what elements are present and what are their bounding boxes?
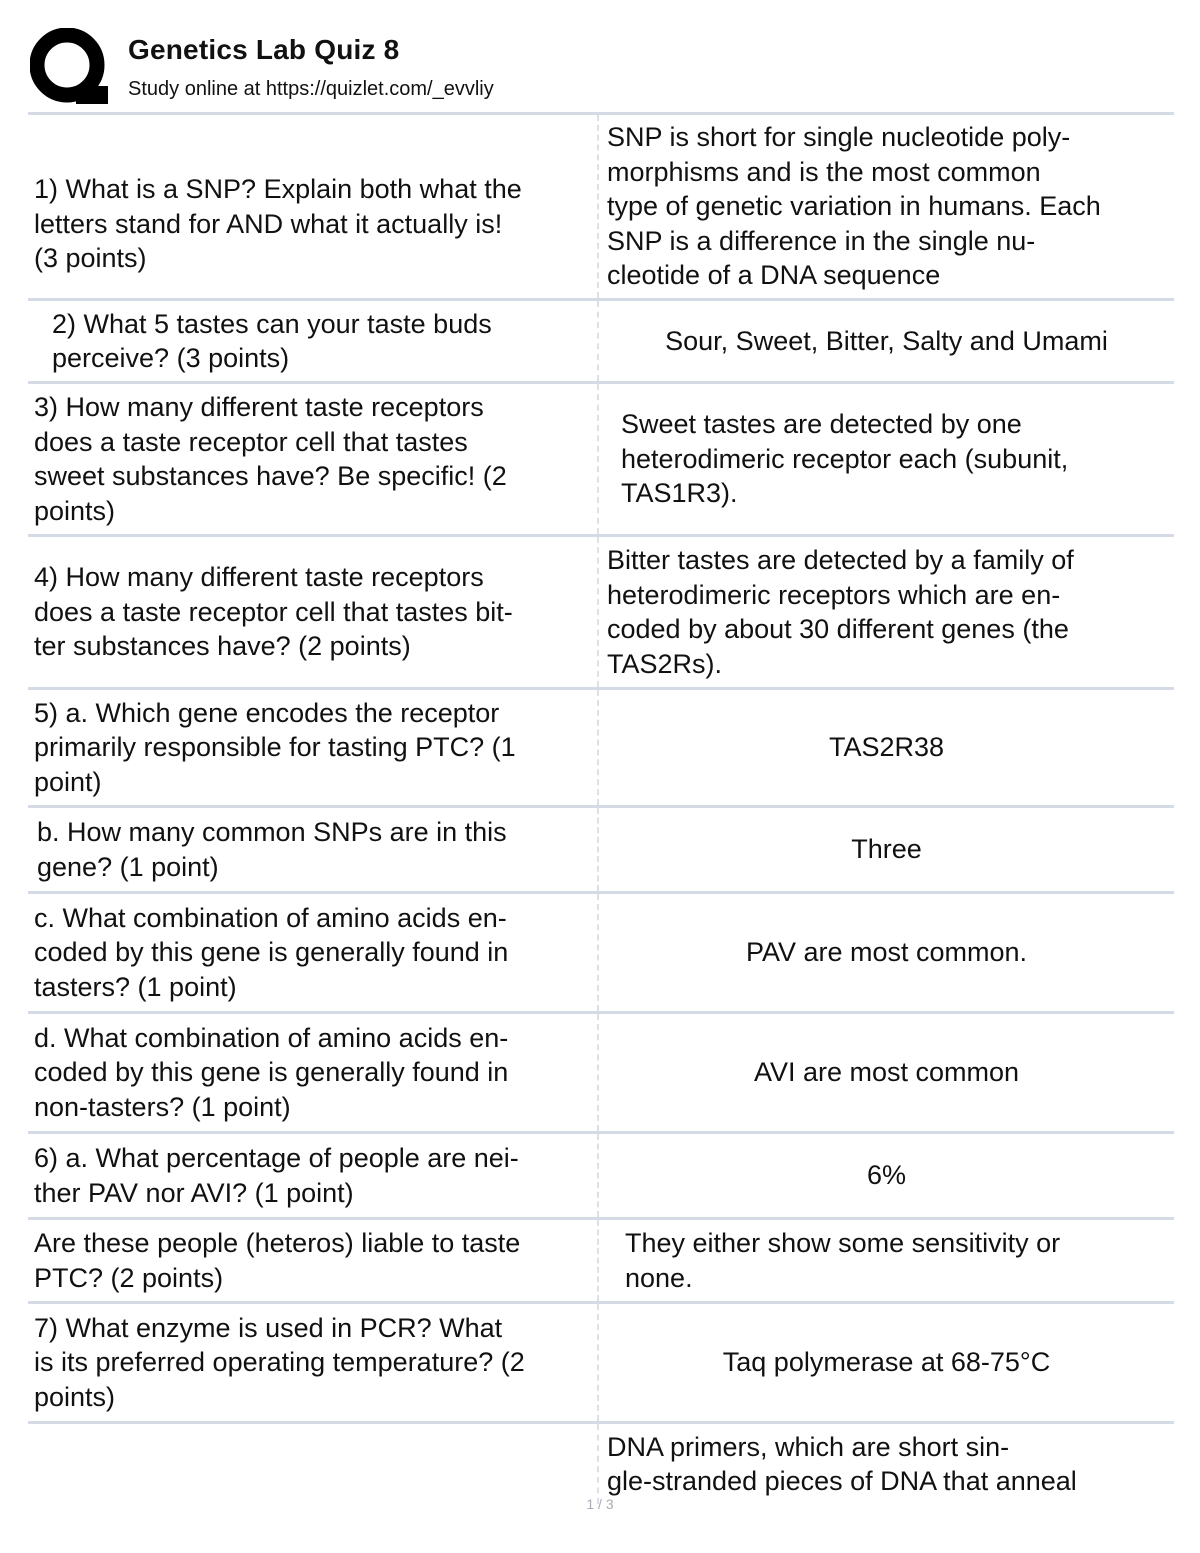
- question-text: 2) What 5 tastes can your taste buds perceive? (3 points): [52, 308, 492, 373]
- answer-text: SNP is short for single nucleotide poly- morphisms and is the most common type of genetic variation in humans. Each SNP is a difference in the single nu- cleotide of a DNA sequence: [607, 122, 1101, 291]
- card-row: [28, 112, 1174, 298]
- answer-cell: [597, 1304, 1174, 1421]
- question-cell: [28, 1220, 597, 1301]
- question-cell: [28, 808, 597, 891]
- question-cell: [28, 1134, 597, 1217]
- question-text: 6) a. What percentage of people are nei- ther PAV nor AVI? (1 point): [34, 1143, 519, 1208]
- question-text: 5) a. Which gene encodes the receptor primarily responsible for tasting PTC? (1 point): [34, 697, 516, 797]
- answer-text: PAV are most common.: [745, 937, 1028, 968]
- card-row: [28, 1301, 1174, 1421]
- card-row: [28, 805, 1174, 891]
- question-text: 4) How many different taste receptors does a taste receptor cell that tastes bit- ter substances have? (2 points): [34, 562, 513, 662]
- answer-text: Bitter tastes are detected by a family of heterodimeric receptors which are en- coded by about 30 different genes (the TAS2Rs).: [607, 545, 1074, 679]
- answer-cell: [597, 537, 1174, 687]
- answer-cell: [597, 894, 1174, 1011]
- question-text: c. What combination of amino acids en- coded by this gene is generally found in tasters? (1 point): [34, 902, 509, 1002]
- card-row: [28, 687, 1174, 805]
- answer-cell: [597, 808, 1174, 891]
- question-cell: [28, 115, 597, 298]
- answer-text: TAS2R38: [828, 732, 945, 763]
- card-row: [28, 1131, 1174, 1217]
- page-indicator: 1 / 3: [586, 1496, 614, 1512]
- card-row: [28, 1011, 1174, 1131]
- question-text: 3) How many different taste receptors does a taste receptor cell that tastes sweet substances have? Be specific! (2 points): [34, 392, 507, 526]
- question-text: 7) What enzyme is used in PCR? What is its preferred operating temperature? (2 points): [34, 1312, 525, 1412]
- question-cell: [28, 1424, 597, 1504]
- answer-text: Sour, Sweet, Bitter, Salty and Umami: [665, 325, 1108, 356]
- study-link-text: Study online at https://quizlet.com/_evvliy: [128, 78, 494, 100]
- page-title: Genetics Lab Quiz 8: [128, 34, 400, 65]
- document-header: [30, 26, 1180, 110]
- answer-cell: [597, 1014, 1174, 1131]
- question-cell: [28, 1304, 597, 1421]
- card-row: [28, 1421, 1174, 1504]
- question-text: d. What combination of amino acids en- coded by this gene is generally found in non-tasters? (1 point): [34, 1022, 509, 1122]
- answer-text: Taq polymerase at 68-75°C: [722, 1347, 1051, 1378]
- question-text: 1) What is a SNP? Explain both what the letters stand for AND what it actually is! (3 points): [34, 174, 522, 273]
- answer-cell: [597, 1134, 1174, 1217]
- card-row: [28, 534, 1174, 687]
- question-cell: [28, 537, 597, 687]
- question-cell: [28, 384, 597, 534]
- question-cell: [28, 1014, 597, 1131]
- answer-cell: [597, 384, 1174, 534]
- answer-text: They either show some sensitivity or none.: [625, 1228, 1061, 1293]
- answer-text: DNA primers, which are short sin- gle-stranded pieces of DNA that anneal: [607, 1431, 1077, 1496]
- flashcard-table: [28, 112, 1174, 1504]
- question-cell: [28, 690, 597, 805]
- card-row: [28, 298, 1174, 381]
- question-text: b. How many common SNPs are in this gene? (1 point): [37, 817, 507, 882]
- answer-cell: [597, 115, 1174, 298]
- answer-text: Sweet tastes are detected by one heterodimeric receptor each (subunit, TAS1R3).: [621, 409, 1069, 509]
- card-row: [28, 891, 1174, 1011]
- quizlet-q-logo-icon: [30, 28, 110, 108]
- answer-text: Three: [851, 834, 922, 865]
- answer-text: AVI are most common: [753, 1057, 1020, 1088]
- question-cell: [28, 301, 597, 381]
- answer-cell: [597, 1220, 1174, 1301]
- question-text: Are these people (heteros) liable to taste PTC? (2 points): [34, 1228, 521, 1293]
- card-row: [28, 381, 1174, 534]
- answer-cell: [597, 690, 1174, 805]
- answer-text: 6%: [866, 1160, 907, 1191]
- answer-cell: [597, 1424, 1174, 1504]
- answer-cell: [597, 301, 1174, 381]
- question-cell: [28, 894, 597, 1011]
- card-row: [28, 1217, 1174, 1301]
